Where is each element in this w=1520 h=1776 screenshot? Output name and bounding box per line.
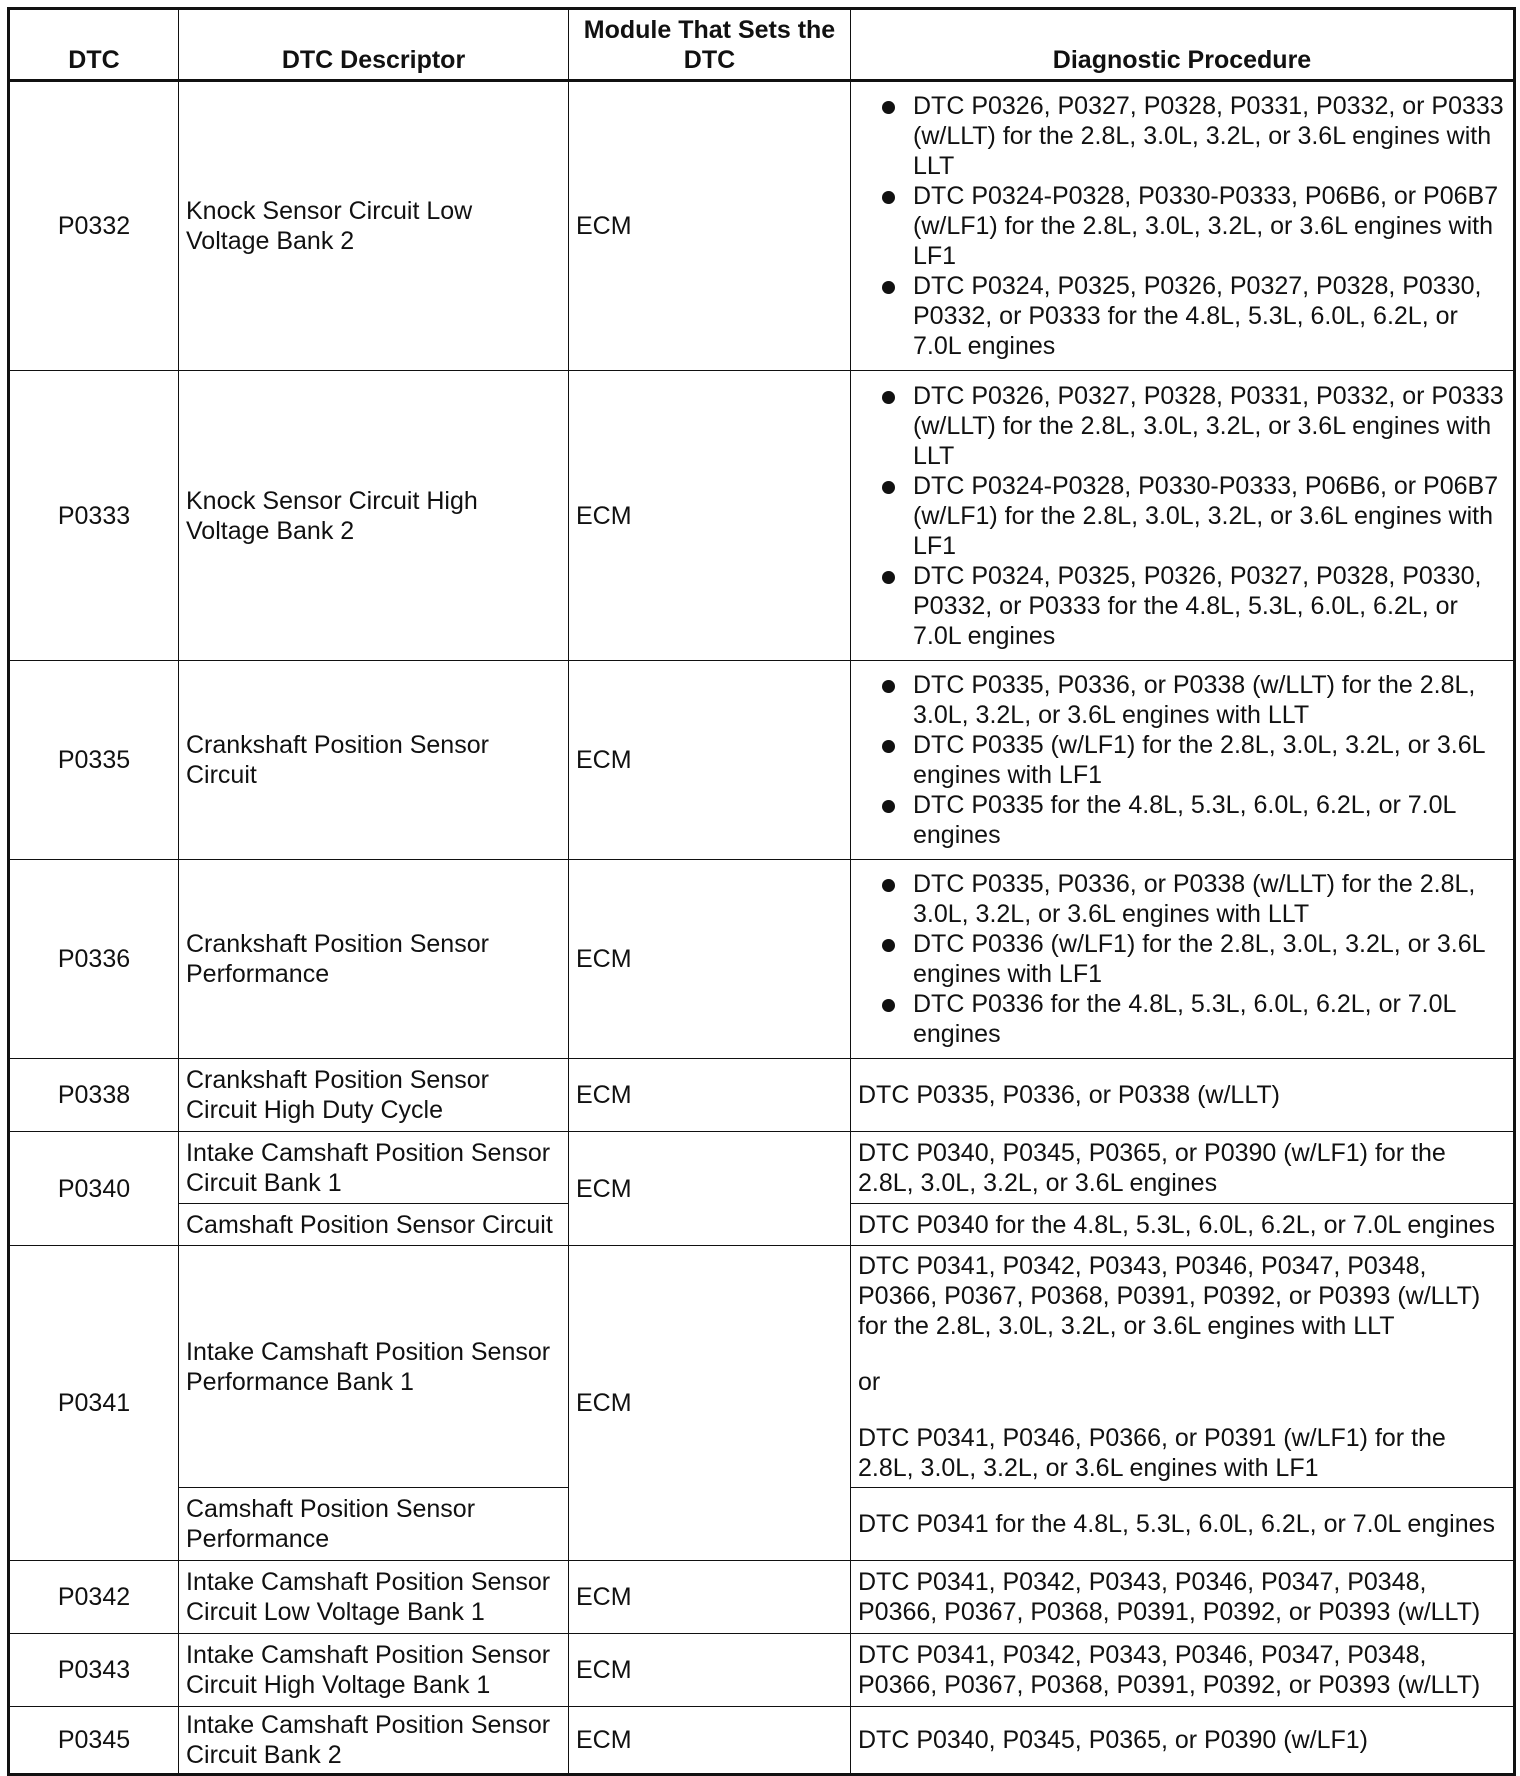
procedure-item: DTC P0335 (w/LF1) for the 2.8L, 3.0L, 3.2L, or 3.6L engines with LF1 xyxy=(858,730,1506,790)
dtc-descriptor: Crankshaft Position Sensor Circuit xyxy=(179,661,569,860)
procedure-item: DTC P0324-P0328, P0330-P0333, P06B6, or P06B7 (w/LF1) for the 2.8L, 3.0L, 3.2L, or 3.6L engines with LF1 xyxy=(858,181,1506,271)
dtc-descriptor: Knock Sensor Circuit High Voltage Bank 2 xyxy=(179,371,569,661)
header-module: Module That Sets the DTC xyxy=(569,9,851,81)
module-cell: ECM xyxy=(569,1634,851,1707)
dtc-descriptor: Intake Camshaft Position Sensor Circuit Low Voltage Bank 1 xyxy=(179,1561,569,1634)
dtc-descriptor: Intake Camshaft Position Sensor Circuit Bank 1 xyxy=(179,1132,569,1204)
procedure-item: DTC P0336 for the 4.8L, 5.3L, 6.0L, 6.2L, or 7.0L engines xyxy=(858,989,1506,1049)
procedure-item: DTC P0326, P0327, P0328, P0331, P0332, or P0333 (w/LLT) for the 2.8L, 3.0L, 3.2L, or 3.6L engines with LLT xyxy=(858,381,1506,471)
dtc-descriptor: Crankshaft Position Sensor Performance xyxy=(179,860,569,1059)
module-cell: ECM xyxy=(569,371,851,661)
module-cell: ECM xyxy=(569,1059,851,1132)
procedure-item: DTC P0324, P0325, P0326, P0327, P0328, P0330, P0332, or P0333 for the 4.8L, 5.3L, 6.0L, 6.2L, or 7.0L engines xyxy=(858,561,1506,651)
spacer xyxy=(858,1397,1506,1423)
header-procedure: Diagnostic Procedure xyxy=(851,9,1515,81)
table-row xyxy=(9,81,1515,371)
table-row xyxy=(9,661,1515,860)
procedure-cell xyxy=(851,661,1515,860)
procedure-list xyxy=(858,91,1506,361)
table-row xyxy=(9,1132,1515,1204)
procedure-cell: DTC P0341, P0342, P0343, P0346, P0347, P0348, P0366, P0367, P0368, P0391, P0392, or P0393 (w/LLT) xyxy=(851,1561,1515,1634)
dtc-code: P0345 xyxy=(9,1707,179,1775)
procedure-list xyxy=(858,869,1506,1049)
procedure-item: DTC P0335, P0336, or P0338 (w/LLT) for the 2.8L, 3.0L, 3.2L, or 3.6L engines with LLT xyxy=(858,670,1506,730)
dtc-table xyxy=(7,7,1516,1776)
table-row xyxy=(9,1634,1515,1707)
procedure-text: DTC P0341, P0342, P0343, P0346, P0347, P0348, P0366, P0367, P0368, P0391, P0392, or P0393 (w/LLT) for the 2.8L, 3.0L, 3.2L, or 3.6L engines with LLT xyxy=(858,1251,1481,1340)
procedure-text: DTC P0341, P0346, P0366, or P0391 (w/LF1) for the 2.8L, 3.0L, 3.2L, or 3.6L engines with LF1 xyxy=(858,1423,1446,1482)
dtc-code: P0335 xyxy=(9,661,179,860)
table-row xyxy=(9,1246,1515,1488)
dtc-descriptor: Knock Sensor Circuit Low Voltage Bank 2 xyxy=(179,81,569,371)
procedure-cell: DTC P0335, P0336, or P0338 (w/LLT) xyxy=(851,1059,1515,1132)
dtc-code: P0333 xyxy=(9,371,179,661)
module-cell: ECM xyxy=(569,860,851,1059)
procedure-cell: DTC P0340, P0345, P0365, or P0390 (w/LF1) xyxy=(851,1707,1515,1775)
procedure-list xyxy=(858,381,1506,651)
procedure-cell xyxy=(851,371,1515,661)
dtc-code: P0332 xyxy=(9,81,179,371)
procedure-item: DTC P0335 for the 4.8L, 5.3L, 6.0L, 6.2L, or 7.0L engines xyxy=(858,790,1506,850)
dtc-descriptor: Camshaft Position Sensor Circuit xyxy=(179,1204,569,1246)
table-row xyxy=(9,1707,1515,1775)
header-row xyxy=(9,9,1515,81)
module-cell: ECM xyxy=(569,661,851,860)
dtc-code: P0336 xyxy=(9,860,179,1059)
procedure-cell: DTC P0341, P0342, P0343, P0346, P0347, P0348, P0366, P0367, P0368, P0391, P0392, or P0393 (w/LLT) xyxy=(851,1634,1515,1707)
procedure-cell: DTC P0340, P0345, P0365, or P0390 (w/LF1) for the 2.8L, 3.0L, 3.2L, or 3.6L engines xyxy=(851,1132,1515,1204)
dtc-descriptor: Camshaft Position Sensor Performance xyxy=(179,1488,569,1561)
procedure-item: DTC P0336 (w/LF1) for the 2.8L, 3.0L, 3.2L, or 3.6L engines with LF1 xyxy=(858,929,1506,989)
module-cell: ECM xyxy=(569,1561,851,1634)
dtc-descriptor: Intake Camshaft Position Sensor Performance Bank 1 xyxy=(179,1246,569,1488)
procedure-or: or xyxy=(858,1367,881,1396)
dtc-code: P0343 xyxy=(9,1634,179,1707)
dtc-code: P0342 xyxy=(9,1561,179,1634)
procedure-cell xyxy=(851,1246,1515,1488)
dtc-code: P0338 xyxy=(9,1059,179,1132)
table-row xyxy=(9,1561,1515,1634)
table-row xyxy=(9,371,1515,661)
procedure-cell xyxy=(851,81,1515,371)
procedure-item: DTC P0324-P0328, P0330-P0333, P06B6, or P06B7 (w/LF1) for the 2.8L, 3.0L, 3.2L, or 3.6L engines with LF1 xyxy=(858,471,1506,561)
dtc-descriptor: Intake Camshaft Position Sensor Circuit Bank 2 xyxy=(179,1707,569,1775)
procedure-cell: DTC P0340 for the 4.8L, 5.3L, 6.0L, 6.2L, or 7.0L engines xyxy=(851,1204,1515,1246)
header-descriptor: DTC Descriptor xyxy=(179,9,569,81)
procedure-cell xyxy=(851,860,1515,1059)
dtc-descriptor: Crankshaft Position Sensor Circuit High Duty Cycle xyxy=(179,1059,569,1132)
dtc-descriptor: Intake Camshaft Position Sensor Circuit High Voltage Bank 1 xyxy=(179,1634,569,1707)
module-cell: ECM xyxy=(569,1707,851,1775)
module-cell: ECM xyxy=(569,1246,851,1561)
procedure-item: DTC P0326, P0327, P0328, P0331, P0332, or P0333 (w/LLT) for the 2.8L, 3.0L, 3.2L, or 3.6L engines with LLT xyxy=(858,91,1506,181)
procedure-item: DTC P0324, P0325, P0326, P0327, P0328, P0330, P0332, or P0333 for the 4.8L, 5.3L, 6.0L, 6.2L, or 7.0L engines xyxy=(858,271,1506,361)
table-row xyxy=(9,1059,1515,1132)
procedure-cell: DTC P0341 for the 4.8L, 5.3L, 6.0L, 6.2L, or 7.0L engines xyxy=(851,1488,1515,1561)
procedure-list xyxy=(858,670,1506,850)
module-cell: ECM xyxy=(569,81,851,371)
header-dtc: DTC xyxy=(9,9,179,81)
module-cell: ECM xyxy=(569,1132,851,1246)
table-row xyxy=(9,860,1515,1059)
dtc-code: P0341 xyxy=(9,1246,179,1561)
dtc-code: P0340 xyxy=(9,1132,179,1246)
spacer xyxy=(858,1341,1506,1367)
procedure-item: DTC P0335, P0336, or P0338 (w/LLT) for the 2.8L, 3.0L, 3.2L, or 3.6L engines with LLT xyxy=(858,869,1506,929)
